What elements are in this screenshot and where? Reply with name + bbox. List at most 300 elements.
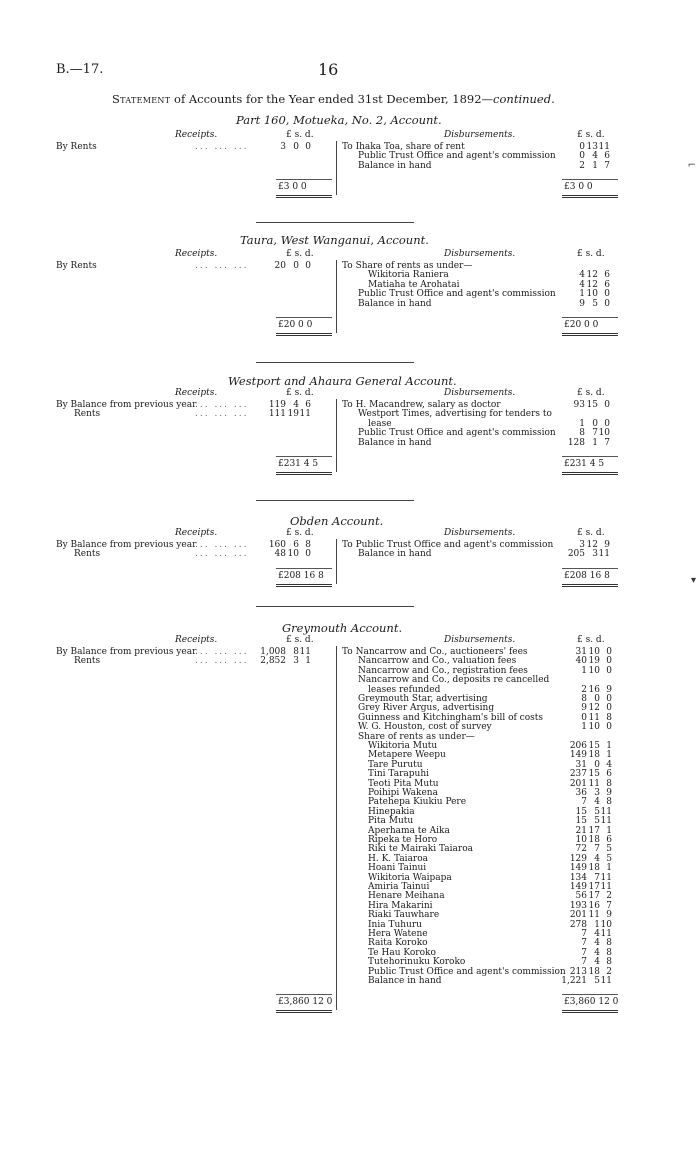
total-rule bbox=[562, 568, 618, 569]
disbursement-label: Metapere Weepu bbox=[368, 750, 446, 761]
column-divider bbox=[336, 260, 337, 333]
pence: 0 bbox=[606, 647, 612, 657]
pence: 1 bbox=[305, 656, 311, 667]
pence: 0 bbox=[606, 656, 612, 667]
receipt-label: Rents bbox=[74, 409, 101, 420]
currency-heading: £ s. d. bbox=[577, 388, 605, 398]
disbursements-heading: Disbursements. bbox=[444, 635, 516, 645]
amount bbox=[266, 143, 311, 152]
amount bbox=[565, 300, 610, 309]
shillings: 13 bbox=[586, 142, 598, 152]
pounds: 119 bbox=[268, 400, 286, 410]
pounds: 0 bbox=[579, 142, 585, 152]
disbursement-label: To Public Trust Office and agent's commission bbox=[342, 540, 554, 550]
currency-heading: £ s. d. bbox=[577, 635, 605, 645]
pounds: 0 bbox=[581, 712, 587, 723]
pence: 6 bbox=[604, 270, 610, 281]
receipts-heading: Receipts. bbox=[175, 249, 218, 259]
pounds: 129 bbox=[569, 853, 587, 864]
pence: 11 bbox=[600, 929, 612, 939]
shillings: 7 bbox=[592, 428, 598, 439]
shillings: 19 bbox=[588, 656, 600, 667]
disbursement-label: Patehepa Kiukiu Pere bbox=[368, 797, 467, 808]
pounds: 1 bbox=[579, 289, 585, 300]
disbursement-label: Public Trust Office and agent's commission bbox=[358, 289, 556, 300]
disbursement-label: Guinness and Kitchingham's bill of costs bbox=[358, 712, 543, 723]
page-title bbox=[112, 92, 555, 106]
leader-dots: ... ... ... bbox=[195, 409, 249, 420]
shillings: 10 bbox=[588, 722, 600, 733]
section-separator bbox=[256, 500, 414, 501]
total-rule bbox=[562, 317, 618, 318]
pence: 8 bbox=[305, 540, 311, 550]
currency-heading: £ s. d. bbox=[286, 635, 314, 645]
total-rule bbox=[276, 568, 332, 569]
total-double-rule bbox=[276, 584, 332, 587]
disbursements-heading: Disbursements. bbox=[444, 249, 516, 259]
amount bbox=[565, 439, 610, 448]
disbursement-label: Aperhama te Aika bbox=[368, 825, 450, 836]
pounds: 0 bbox=[579, 151, 585, 162]
disbursement-label: Hira Makarini bbox=[368, 900, 433, 911]
pounds: 7 bbox=[581, 957, 587, 968]
pence: 8 bbox=[606, 957, 612, 968]
leader-dots: ... ... ... bbox=[195, 261, 249, 271]
pounds: 31 bbox=[575, 647, 587, 657]
shillings: 16 bbox=[588, 684, 600, 695]
total-amount: £3,860 12 0 bbox=[564, 997, 619, 1008]
currency-heading: £ s. d. bbox=[286, 388, 314, 398]
pounds: 134 bbox=[569, 872, 587, 883]
pence: 2 bbox=[606, 891, 612, 902]
disbursement-label: Tini Tarapuhi bbox=[368, 769, 429, 780]
page-number: 16 bbox=[318, 60, 339, 79]
pounds: 160 bbox=[268, 540, 286, 550]
total-amount: £20 0 0 bbox=[278, 320, 313, 330]
pounds: 149 bbox=[569, 750, 587, 761]
shillings: 16 bbox=[588, 900, 600, 911]
shillings: 15 bbox=[586, 400, 598, 410]
shillings: 4 bbox=[594, 938, 600, 949]
amount bbox=[565, 290, 610, 299]
pounds: 9 bbox=[579, 298, 585, 309]
shillings: 18 bbox=[588, 835, 600, 845]
disbursement-label: H. K. Taiaroa bbox=[368, 853, 429, 864]
total-amount: £231 4 5 bbox=[564, 459, 605, 469]
disbursement-label: Inia Tuhuru bbox=[368, 919, 422, 930]
total-double-rule bbox=[276, 1010, 332, 1013]
pence: 1 bbox=[606, 741, 612, 751]
disbursement-label: Amiria Tainui bbox=[368, 882, 430, 892]
shillings: 10 bbox=[588, 665, 600, 676]
pounds: 8 bbox=[579, 428, 585, 439]
shillings: 0 bbox=[293, 261, 299, 271]
pounds: 1 bbox=[579, 418, 585, 429]
pounds: 8 bbox=[581, 694, 587, 704]
receipts-heading: Receipts. bbox=[175, 635, 218, 645]
pounds: 31 bbox=[575, 759, 587, 770]
shillings: 11 bbox=[588, 712, 600, 723]
currency-heading: £ s. d. bbox=[577, 528, 605, 538]
shillings: 4 bbox=[592, 151, 598, 162]
total-double-rule bbox=[562, 195, 618, 198]
pence: 0 bbox=[305, 261, 311, 271]
shillings: 17 bbox=[588, 882, 600, 892]
section-separator bbox=[256, 362, 414, 363]
currency-heading: £ s. d. bbox=[286, 130, 314, 140]
column-divider bbox=[336, 539, 337, 584]
shillings: 4 bbox=[293, 400, 299, 410]
disbursement-label: Pita Mutu bbox=[368, 816, 414, 827]
pounds: 15 bbox=[575, 816, 587, 827]
pounds: 15 bbox=[575, 806, 587, 817]
pounds: 20 bbox=[274, 261, 286, 271]
total-rule bbox=[562, 994, 618, 995]
pence: 0 bbox=[604, 289, 610, 300]
pence: 6 bbox=[305, 400, 311, 410]
disbursement-label: Nancarrow and Co., deposits re cancelled bbox=[358, 675, 550, 686]
shillings: 5 bbox=[594, 806, 600, 817]
pence: 11 bbox=[598, 142, 610, 152]
shillings: 8 bbox=[293, 647, 299, 657]
disbursement-label: Nancarrow and Co., valuation fees bbox=[358, 656, 517, 667]
amount bbox=[266, 410, 311, 419]
total-amount: £3 0 0 bbox=[278, 182, 307, 193]
shillings: 7 bbox=[594, 844, 600, 855]
shillings: 3 bbox=[592, 549, 598, 560]
pounds: 7 bbox=[581, 797, 587, 808]
total-double-rule bbox=[562, 584, 618, 587]
pence: 1 bbox=[606, 825, 612, 836]
column-divider bbox=[336, 399, 337, 472]
shillings: 17 bbox=[588, 891, 600, 902]
column-divider bbox=[336, 646, 337, 1010]
margin-mark: ▾ bbox=[690, 575, 696, 586]
pence: 1 bbox=[606, 750, 612, 761]
total-rule bbox=[276, 179, 332, 180]
pence: 8 bbox=[606, 778, 612, 789]
receipt-label: By Balance from previous year bbox=[56, 540, 197, 550]
pence: 0 bbox=[604, 418, 610, 429]
receipt-label: By Rents bbox=[56, 142, 97, 152]
disbursement-label: Raita Koroko bbox=[368, 938, 428, 949]
amount bbox=[266, 550, 311, 559]
shillings: 19 bbox=[287, 409, 299, 420]
leader-dots: ... ... ... bbox=[195, 540, 249, 550]
pounds: 237 bbox=[569, 769, 587, 780]
shillings: 10 bbox=[588, 647, 600, 657]
disbursement-label: To Ihaka Toa, share of rent bbox=[342, 142, 465, 152]
shillings: 12 bbox=[586, 540, 598, 550]
shillings: 3 bbox=[293, 656, 299, 667]
shillings: 1 bbox=[594, 919, 600, 930]
pounds: 278 bbox=[569, 919, 587, 930]
pounds: 111 bbox=[268, 409, 286, 420]
pence: 8 bbox=[606, 797, 612, 808]
shillings: 12 bbox=[588, 703, 600, 714]
receipts-heading: Receipts. bbox=[175, 388, 218, 398]
margin-mark: ⌐ bbox=[687, 160, 696, 171]
account-title: Greymouth Account. bbox=[282, 621, 403, 635]
pounds: 149 bbox=[569, 882, 587, 892]
leader-dots: ... ... ... bbox=[195, 142, 249, 152]
shillings: 15 bbox=[588, 741, 600, 751]
amount bbox=[565, 143, 610, 152]
amount bbox=[266, 262, 311, 271]
disbursement-label: Tare Purutu bbox=[368, 759, 423, 770]
pounds: 1,221 bbox=[561, 976, 587, 986]
pounds: 56 bbox=[575, 891, 587, 902]
pounds: 72 bbox=[575, 844, 587, 855]
total-rule bbox=[562, 179, 618, 180]
pounds: 7 bbox=[581, 938, 587, 949]
disbursement-label: Balance in hand bbox=[358, 549, 432, 560]
total-rule bbox=[276, 456, 332, 457]
pounds: 48 bbox=[274, 549, 286, 560]
pence: 10 bbox=[598, 428, 610, 439]
total-amount: £3 0 0 bbox=[564, 182, 593, 193]
pounds: 201 bbox=[569, 778, 587, 789]
total-double-rule bbox=[276, 472, 332, 475]
disbursement-label: leases refunded bbox=[368, 684, 441, 695]
pence: 6 bbox=[606, 769, 612, 780]
pence: 11 bbox=[600, 872, 612, 883]
leader-dots: ... ... ... bbox=[195, 549, 249, 560]
total-double-rule bbox=[562, 472, 618, 475]
pence: 0 bbox=[606, 694, 612, 704]
total-rule bbox=[276, 994, 332, 995]
amount bbox=[565, 162, 610, 171]
pounds: 36 bbox=[575, 788, 587, 798]
shillings: 15 bbox=[588, 769, 600, 780]
pence: 11 bbox=[598, 549, 610, 560]
pence: 8 bbox=[606, 938, 612, 949]
account-title: Taura, West Wanganui, Account. bbox=[240, 233, 429, 247]
amount bbox=[557, 667, 612, 676]
pounds: 149 bbox=[569, 863, 587, 874]
disbursement-label: Hoani Tainui bbox=[368, 863, 427, 874]
pence: 11 bbox=[600, 882, 612, 892]
total-amount: £20 0 0 bbox=[564, 320, 599, 330]
shillings: 4 bbox=[594, 797, 600, 808]
currency-heading: £ s. d. bbox=[577, 130, 605, 140]
pounds: 1,008 bbox=[260, 647, 286, 657]
disbursement-label: Share of rents as under— bbox=[358, 731, 475, 742]
shillings: 5 bbox=[594, 976, 600, 986]
disbursements-heading: Disbursements. bbox=[444, 388, 516, 398]
pence: 1 bbox=[606, 863, 612, 874]
disbursement-label: To Nancarrow and Co., auctioneers' fees bbox=[342, 647, 528, 657]
shillings: 10 bbox=[586, 289, 598, 300]
account-title: Westport and Ahaura General Account. bbox=[228, 374, 457, 388]
title-smallcaps: Statement bbox=[112, 92, 171, 106]
shillings: 11 bbox=[588, 778, 600, 789]
shillings: 0 bbox=[592, 418, 598, 429]
pence: 6 bbox=[606, 835, 612, 845]
pence: 5 bbox=[606, 853, 612, 864]
pence: 0 bbox=[305, 549, 311, 560]
amount bbox=[256, 657, 311, 666]
pence: 11 bbox=[299, 647, 311, 657]
pence: 7 bbox=[604, 160, 610, 171]
currency-heading: £ s. d. bbox=[286, 249, 314, 259]
amount bbox=[557, 723, 612, 732]
disbursement-label: To H. Macandrew, salary as doctor bbox=[342, 400, 501, 410]
account-title: Part 160, Motueka, No. 2, Account. bbox=[236, 113, 442, 127]
receipt-label: By Balance from previous year bbox=[56, 647, 197, 657]
pence: 11 bbox=[600, 806, 612, 817]
disbursement-label: Balance in hand bbox=[368, 976, 442, 986]
account-title: Obden Account. bbox=[290, 514, 384, 528]
shillings: 3 bbox=[594, 788, 600, 798]
pence: 0 bbox=[606, 665, 612, 676]
total-amount: £231 4 5 bbox=[278, 459, 319, 469]
pounds: 1 bbox=[581, 665, 587, 676]
total-rule bbox=[276, 317, 332, 318]
disbursement-label: To Share of rents as under— bbox=[342, 261, 473, 271]
pounds: 206 bbox=[569, 741, 587, 751]
pence: 7 bbox=[604, 437, 610, 448]
total-double-rule bbox=[276, 195, 332, 198]
pence: 4 bbox=[606, 759, 612, 770]
receipt-label: By Rents bbox=[56, 261, 97, 271]
shillings: 18 bbox=[588, 966, 600, 977]
disbursement-label: Greymouth Star, advertising bbox=[358, 694, 488, 704]
pence: 7 bbox=[606, 900, 612, 911]
shillings: 12 bbox=[586, 270, 598, 281]
disbursement-label: Hinepakia bbox=[368, 806, 415, 817]
disbursement-label: Riaki Tauwhare bbox=[368, 910, 440, 921]
pounds: 93 bbox=[573, 400, 585, 410]
pence: 11 bbox=[600, 976, 612, 986]
disbursement-label: Ripeka te Horo bbox=[368, 835, 438, 845]
disbursement-label: W. G. Houston, cost of survey bbox=[358, 722, 492, 733]
shillings: 4 bbox=[594, 957, 600, 968]
pounds: 3 bbox=[280, 142, 286, 152]
shillings: 7 bbox=[594, 872, 600, 883]
shillings: 0 bbox=[293, 142, 299, 152]
amount bbox=[565, 401, 610, 410]
disbursement-label: Wikitoria Waipapa bbox=[368, 872, 452, 883]
pence: 0 bbox=[604, 298, 610, 309]
pounds: 7 bbox=[581, 947, 587, 958]
disbursements-heading: Disbursements. bbox=[444, 130, 516, 140]
shillings: 18 bbox=[588, 750, 600, 761]
disbursement-label: lease bbox=[368, 418, 392, 429]
disbursement-label: Westport Times, advertising for tenders to bbox=[358, 409, 552, 420]
pounds: 213 bbox=[569, 966, 587, 977]
title-middle: of Accounts for the Year ended 31st December, 1892— bbox=[174, 92, 494, 106]
receipts-heading: Receipts. bbox=[175, 528, 218, 538]
shillings: 4 bbox=[594, 853, 600, 864]
pence: 0 bbox=[606, 722, 612, 733]
receipts-heading: Receipts. bbox=[175, 130, 218, 140]
page-reference: B.—17. bbox=[56, 62, 104, 77]
pounds: 2 bbox=[579, 160, 585, 171]
pounds: 10 bbox=[575, 835, 587, 845]
pounds: 128 bbox=[567, 437, 585, 448]
disbursement-label: Teoti Pita Mutu bbox=[368, 778, 439, 789]
shillings: 0 bbox=[594, 759, 600, 770]
disbursement-label: Public Trust Office and agent's commission bbox=[368, 966, 566, 977]
pence: 6 bbox=[604, 151, 610, 162]
total-double-rule bbox=[276, 333, 332, 336]
pounds: 4 bbox=[579, 270, 585, 281]
total-amount: £208 16 8 bbox=[278, 570, 324, 581]
leader-dots: ... ... ... bbox=[195, 647, 249, 657]
pence: 9 bbox=[604, 540, 610, 550]
disbursement-label: Nancarrow and Co., registration fees bbox=[358, 665, 528, 676]
disbursement-label: Public Trust Office and agent's commission bbox=[358, 151, 556, 162]
title-continued: continued. bbox=[493, 92, 555, 106]
pence: 0 bbox=[606, 703, 612, 714]
receipt-label: By Balance from previous year bbox=[56, 400, 197, 410]
disbursement-label: Henare Meihana bbox=[368, 891, 445, 902]
shillings: 12 bbox=[586, 279, 598, 290]
section-separator bbox=[256, 222, 414, 223]
currency-heading: £ s. d. bbox=[577, 249, 605, 259]
pounds: 201 bbox=[569, 910, 587, 921]
pounds: 2,852 bbox=[260, 656, 286, 667]
total-amount: £3,860 12 0 bbox=[278, 997, 333, 1008]
pence: 9 bbox=[606, 788, 612, 798]
pence: 6 bbox=[604, 279, 610, 290]
disbursement-label: Wikitoria Raniera bbox=[368, 270, 449, 281]
disbursement-label: Matiaha te Arohatai bbox=[368, 279, 460, 290]
shillings: 5 bbox=[592, 298, 598, 309]
shillings: 0 bbox=[594, 694, 600, 704]
shillings: 4 bbox=[594, 947, 600, 958]
disbursement-label: Wikitoria Mutu bbox=[368, 741, 438, 751]
total-rule bbox=[562, 456, 618, 457]
pence: 0 bbox=[305, 142, 311, 152]
disbursement-label: Riki te Mairaki Taiaroa bbox=[368, 844, 473, 855]
leader-dots: ... ... ... bbox=[195, 656, 249, 667]
amount bbox=[557, 977, 612, 986]
pence: 8 bbox=[606, 712, 612, 723]
shillings: 10 bbox=[287, 549, 299, 560]
disbursement-label: Poihipi Wakena bbox=[368, 788, 438, 798]
disbursement-label: Grey River Argus, advertising bbox=[358, 703, 495, 714]
pounds: 3 bbox=[579, 540, 585, 550]
disbursement-label: Balance in hand bbox=[358, 160, 432, 171]
pounds: 2 bbox=[581, 684, 587, 695]
pence: 2 bbox=[606, 966, 612, 977]
disbursement-label: Hera Watene bbox=[368, 929, 428, 939]
pounds: 205 bbox=[567, 549, 585, 560]
shillings: 1 bbox=[592, 437, 598, 448]
shillings: 5 bbox=[594, 816, 600, 827]
pence: 11 bbox=[600, 816, 612, 827]
section-separator bbox=[256, 606, 414, 607]
pence: 0 bbox=[604, 400, 610, 410]
total-amount: £208 16 8 bbox=[564, 570, 610, 581]
pence: 9 bbox=[606, 684, 612, 695]
receipt-label: Rents bbox=[74, 549, 101, 560]
pence: 5 bbox=[606, 844, 612, 855]
amount bbox=[565, 152, 610, 161]
pounds: 4 bbox=[579, 279, 585, 290]
disbursement-label: Te Hau Koroko bbox=[368, 947, 436, 958]
shillings: 17 bbox=[588, 825, 600, 836]
shillings: 11 bbox=[588, 910, 600, 921]
shillings: 18 bbox=[588, 863, 600, 874]
total-double-rule bbox=[562, 1010, 618, 1013]
total-double-rule bbox=[562, 333, 618, 336]
pence: 10 bbox=[600, 919, 612, 930]
pence: 9 bbox=[606, 910, 612, 921]
disbursements-heading: Disbursements. bbox=[444, 528, 516, 538]
